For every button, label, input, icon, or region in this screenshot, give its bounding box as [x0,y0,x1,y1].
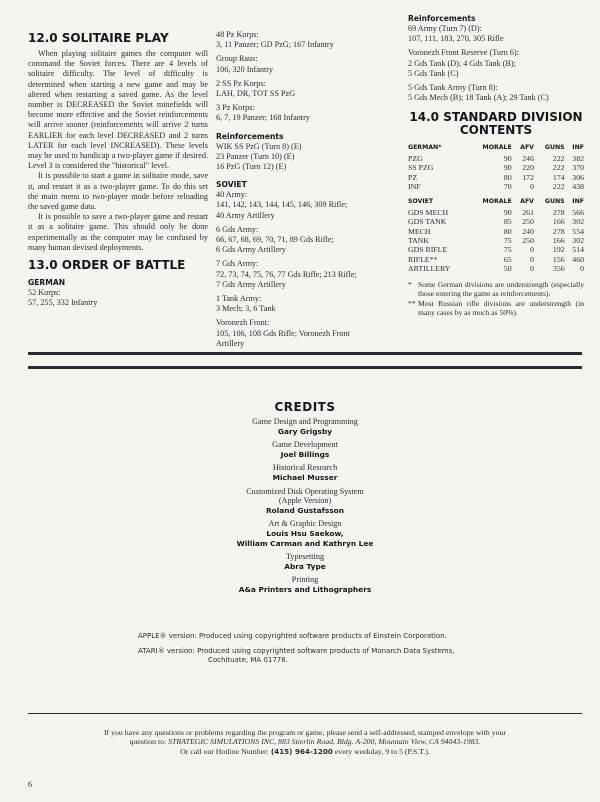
contact-info [28,728,582,756]
value-cell: 566 [572,207,584,217]
value-cell: 0 [530,254,534,264]
division-type-cell: TANK [408,236,430,246]
value-cell: 90 [503,207,512,217]
heading-line: 14.0 STANDARD DIVISION [409,110,583,125]
value-cell: 382 [572,153,584,163]
value-cell: 278 [552,226,565,236]
value-cell: 302 [572,217,584,227]
contact-prefix: Or call our Hotline Number: [180,746,271,756]
credit-name: Gary Grigsby [277,426,333,436]
solitaire-paragraph: It is possible to start a game in solitaire mode, save it, and restart it as a two-player game. To do this set the main menu to two-player mode before reloading the saved game data. [28,171,208,212]
credit-name: A&a Printers and Lithographers [238,584,372,594]
unit-group-units: Artillery [216,338,245,348]
unit-group-units: 2 Gds Tank (D); 4 Gds Tank (B); [408,58,516,68]
division-type-cell: PZ [408,172,418,182]
heading-line: CONTENTS [459,123,533,138]
unit-group-title: 52 Korps: [28,288,61,298]
german-unit-group [28,288,208,308]
unit-group-title: Voronezh Front Reserve (Turn 6): [408,48,519,58]
column-header: GUNS [544,198,565,206]
table-row [408,173,584,182]
section-divider [28,366,582,369]
credit-role: Customized Disk Operating System [246,486,364,496]
unit-group-units: LAH, DR, TOT SS PzG [216,89,296,99]
value-cell: 90 [503,163,512,173]
value-cell: 156 [552,254,565,264]
column-right [408,14,584,317]
credit-entry [28,519,582,548]
division-type-cell: PZG [408,153,423,163]
unit-group-units: 6, 7, 19 Panzer; 168 Infantry [216,113,310,123]
table-row [408,236,584,245]
german-unit-group [216,103,398,123]
division-type-cell: GDS RIFLE [408,245,448,255]
value-cell: 220 [522,163,534,173]
unit-group-title: 6 Gds Army: [216,224,259,234]
table-row [408,227,584,236]
division-type-cell: GDS MECH [408,207,449,217]
value-cell: 166 [552,217,565,227]
credit-entry [28,417,582,436]
unit-group-units: 141, 142, 143, 144, 145, 146, 309 Rifle; [216,200,348,210]
table-header-row [408,143,584,153]
soviet-unit-group [216,225,398,256]
contact-line [28,747,582,756]
reinforcement-item: 16 PzG (Turn 12) (E) [216,162,287,172]
column-header: MORALE [482,144,512,152]
unit-group-units: 6 Gds Army Artillery [216,245,286,255]
unit-group-title: Group Raus: [216,54,258,64]
value-cell: 85 [503,217,512,227]
value-cell: 0 [530,182,534,192]
unit-group-title: 69 Army (Turn 7) (D): [408,24,482,33]
value-cell: 554 [572,226,584,236]
footnote [408,280,584,299]
footnote-mark: ** [408,298,416,308]
table-row [408,182,584,191]
soviet-reinforcement-group [408,48,584,79]
value-cell: 192 [552,245,565,255]
version-notices [138,632,558,665]
credit-name: William Carman and Kathryn Lee [236,538,374,548]
unit-group-units: 107, 111, 183, 270, 305 Rifle [408,34,504,44]
soviet-unit-group [216,294,398,314]
unit-group-units: 105, 106, 108 Gds Rifle; Voronezh Front [216,328,350,338]
unit-group-units: 5 Gds Tank (C) [408,68,459,78]
value-cell: 65 [503,254,512,264]
value-cell: 302 [572,236,584,246]
german-label: GERMAN* [408,144,442,152]
credit-role: Game Development [272,440,338,450]
atari-version-notice: ATARI® version: Produced using copyrighted software products of Monarch Data Systems, [138,647,455,655]
standard-division-heading [408,111,584,137]
division-type-cell: INF [408,182,421,192]
solitaire-paragraph: When playing solitaire games the computer will command the Soviet forces. There are 4 levels of solitaire difficulty. The level of difficulty is determined when starting a new game and may be altered when restarting a saved game. As the level number is DECREASED the Soviet minefields will become more effective and the Soviet reinforcements will arrive sooner (reinforcements will arrive 2 turns EARLIER for each level DECREASED and 2 turns LATER for each level INCREASED). These levels may be used to handicap a two-player game if desired. Level 3 is considered the "historical" level. [28,49,208,171]
value-cell: 222 [552,182,565,192]
credit-entry [28,575,582,594]
atari-version-address: Cochituate, MA 01778. [208,656,288,664]
value-cell: 172 [522,172,534,182]
division-notes [408,280,584,318]
unit-group-units: 5 Gds Mech (B); 18 Tank (A); 29 Tank (C) [408,93,549,103]
german-unit-group [216,79,398,99]
solitaire-paragraph: It is possible to save a two-player game and restart it as a solitaire game. This should only be done experimentally as the computer may be confused by many human devised deployments. [28,212,208,252]
german-heading: GERMAN [28,278,66,288]
section-divider [28,352,582,355]
division-type-cell: GDS TANK [408,217,447,227]
soviet-label: SOVIET [408,198,434,206]
credit-name: Joel Billings [280,449,330,459]
credit-role: Typesetting [285,552,325,562]
unit-group-units: 66, 67, 68, 69, 70, 71, 89 Gds Rifle; [216,235,334,245]
footnote-mark: * [408,279,412,289]
credit-entry [28,487,582,516]
value-cell: 278 [552,207,565,217]
table-row [408,245,584,254]
unit-group-units: 57, 255, 332 Infantry [28,298,98,308]
unit-group-title: 3 Pz Korps: [216,103,255,113]
table-row [408,217,584,226]
value-cell: 0 [530,245,534,255]
column-header: INF [572,198,584,206]
value-cell: 75 [503,245,512,255]
german-unit-group [216,30,398,50]
page-number: 6 [28,780,32,789]
solitaire-heading: 12.0 SOLITAIRE PLAY [28,31,169,45]
soviet-unit-group [216,259,398,290]
credit-name: Michael Musser [272,472,338,482]
value-cell: 514 [572,245,584,255]
unit-group-title: 5 Gds Tank Army (Turn 8): [408,83,498,93]
contact-line: If you have any questions or problems regarding the program or game, please send a self-addressed, stamped envelope with your [103,728,507,737]
reinforcement-item: WIK SS PzG (Turn 8) (E) [216,141,302,151]
unit-group-title: 48 Pz Korps: [216,30,259,39]
hotline-number: (415) 964-1200 [270,746,333,756]
apple-version-notice: APPLE® version: Produced using copyrighted software products of Einstein Corporation. [138,632,447,640]
credit-role: Printing [291,575,319,585]
unit-group-units: 3, 11 Panzer; GD PzG; 167 Infantry [216,40,334,50]
division-type-cell: RIFLE** [408,254,438,264]
soviet-heading: SOVIET [216,180,247,190]
value-cell: 306 [572,172,584,182]
credits-section [28,400,582,599]
value-cell: 80 [503,226,512,236]
credit-role: Game Design and Programming [252,417,358,426]
unit-group-title: 7 Gds Army: [216,259,259,269]
value-cell: 438 [572,182,584,192]
credit-role: (Apple Version) [278,496,332,506]
mailing-address: STRATEGIC SIMULATIONS INC, 883 Stierlin Road, Bldg. A-200, Mountain View, CA 94043-1983. [168,737,481,747]
division-type-cell: SS PZG [408,163,434,173]
credit-entry [28,463,582,482]
division-type-cell: MECH [408,226,431,236]
german-reinforcements-heading: Reinforcements [216,131,284,141]
credit-role: Art & Graphic Design [268,519,342,529]
section-divider [28,713,582,714]
credit-name: Louis Hsu Saekow, [266,528,344,538]
soviet-reinforcement-group [408,24,584,44]
unit-group-units: 7 Gds Army Artillery [216,279,286,289]
value-cell: 0 [530,264,534,274]
footnote [408,299,584,318]
value-cell: 0 [580,264,584,274]
value-cell: 166 [552,236,565,246]
value-cell: 356 [552,264,565,274]
footnote-text: Most Russian rifle divisions are understrength (in many cases by as much as 50%). [418,298,584,317]
unit-group-title: 40 Army: [216,190,248,200]
division-type-cell: ARTILLERY [408,264,451,274]
value-cell: 90 [503,153,512,163]
column-header: MORALE [482,198,512,206]
column-left [28,32,208,308]
german-unit-group [216,54,398,74]
order-of-battle-heading: 13.0 ORDER OF BATTLE [28,258,186,273]
table-row [408,163,584,172]
value-cell: 460 [572,254,584,264]
unit-group-units: 3 Mech; 3, 6 Tank [216,304,276,314]
credit-name: Abra Type [284,561,326,571]
contact-line [28,737,582,746]
soviet-reinforcements-heading: Reinforcements [408,14,476,23]
column-header: GUNS [544,144,565,152]
unit-group-units: 72, 73, 74, 75, 76, 77 Gds Rifle; 213 Rifle; [216,269,357,279]
footnote-text: Some German divisions are understrength (especially those entering the game as reinforcements). [418,279,584,299]
table-row [408,208,584,217]
value-cell: 250 [522,236,534,246]
unit-group-title: Voronezh Front: [216,318,270,328]
table-row [408,255,584,264]
value-cell: 174 [552,172,565,182]
table-row [408,154,584,163]
unit-group-title: 2 SS Pz Korps: [216,78,266,88]
unit-group-title: 1 Tank Army: [216,294,262,304]
reinforcement-item: 23 Panzer (Turn 10) (E) [216,151,295,161]
soviet-unit-group [216,190,398,221]
credit-name: Roland Gustafsson [265,505,344,515]
value-cell: 75 [503,236,512,246]
value-cell: 261 [522,207,534,217]
value-cell: 246 [522,153,534,163]
value-cell: 250 [522,217,534,227]
soviet-unit-group [216,318,398,349]
division-table [408,143,584,273]
contact-suffix: every weekday, 9 to 5 (P.S.T.). [332,746,430,756]
credits-heading: CREDITS [274,400,336,414]
unit-group-units: 40 Army Artillery [216,210,275,220]
credit-entry [28,552,582,571]
credit-role: Historical Research [272,463,338,473]
credit-entry [28,440,582,459]
soviet-reinforcement-group [408,83,584,103]
column-header: AFV [520,198,534,206]
value-cell: 50 [503,264,512,274]
value-cell: 222 [552,153,565,163]
value-cell: 222 [552,163,565,173]
value-cell: 80 [503,172,512,182]
value-cell: 240 [522,226,534,236]
column-middle [216,30,398,349]
column-header: INF [572,144,584,152]
table-row [408,264,584,273]
table-header-row [408,197,584,207]
unit-group-units: 106, 320 Infantry [216,64,274,74]
value-cell: 70 [503,182,512,192]
value-cell: 370 [572,163,584,173]
column-header: AFV [520,144,534,152]
contact-prefix: question to: [129,737,169,747]
